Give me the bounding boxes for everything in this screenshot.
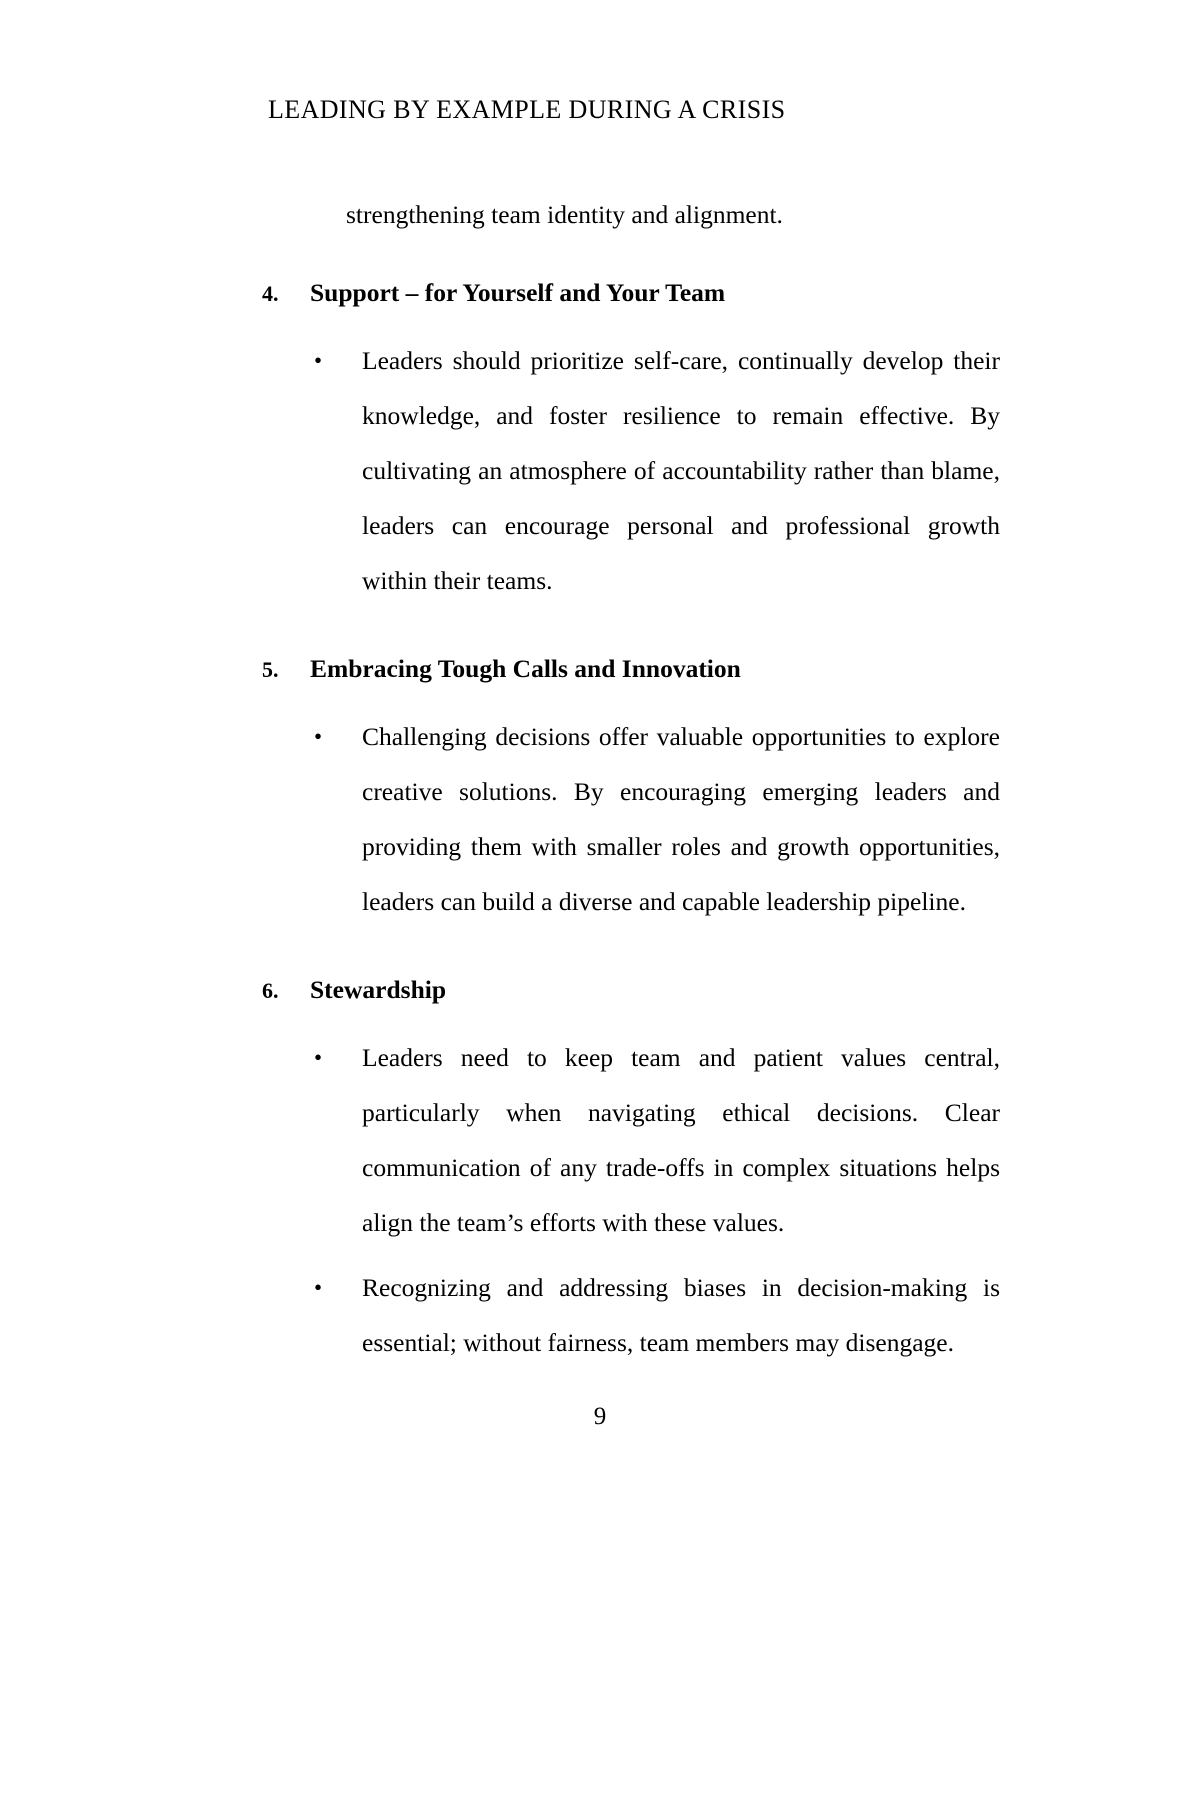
section-number-5: 5. xyxy=(262,657,279,682)
bullet-icon: • xyxy=(314,724,323,749)
list-item xyxy=(200,1260,1000,1370)
list-item xyxy=(200,709,1000,929)
list-item-text: Challenging decisions offer valuable opportunities to explore creative solutions. By encouraging emerging leaders and providing them with smaller roles and growth opportunities, leaders can build a diverse and capable leadership pipeline. xyxy=(362,722,1000,916)
bullet-icon: • xyxy=(314,1045,323,1070)
section-heading-4 xyxy=(200,268,1000,319)
section-title-4: Support – for Yourself and Your Team xyxy=(310,278,726,307)
list-item-text: Leaders should prioritize self-care, continually develop their knowledge, and foster resilience to remain effective. By cultivating an atmosphere of accountability rather than blame, leaders can encourage personal and professional growth within their teams. xyxy=(362,346,1000,595)
running-head: LEADING BY EXAMPLE DURING A CRISIS xyxy=(268,95,786,124)
section-title-6: Stewardship xyxy=(310,975,447,1004)
continued-paragraph: strengthening team identity and alignment. xyxy=(346,200,783,229)
section-title-5: Embracing Tough Calls and Innovation xyxy=(310,654,741,683)
bullet-icon: • xyxy=(314,1275,323,1300)
page-number: 9 xyxy=(593,1403,607,1430)
section-number-6: 6. xyxy=(262,978,279,1003)
list-item-text: Recognizing and addressing biases in decision-making is essential; without fairness, team members may disengage. xyxy=(362,1273,1000,1357)
section-heading-5 xyxy=(200,644,1000,695)
section-heading-6 xyxy=(200,965,1000,1016)
list-item-text: Leaders need to keep team and patient values central, particularly when navigating ethical decisions. Clear communication of any trade-offs in complex situations helps align the team’s efforts with these values. xyxy=(362,1043,1000,1237)
list-item xyxy=(200,333,1000,608)
list-item xyxy=(200,1030,1000,1250)
section-number-4: 4. xyxy=(262,281,279,306)
body-column xyxy=(200,187,1000,1370)
spacer xyxy=(200,939,1000,965)
spacer xyxy=(200,618,1000,644)
bullet-icon: • xyxy=(314,348,323,373)
